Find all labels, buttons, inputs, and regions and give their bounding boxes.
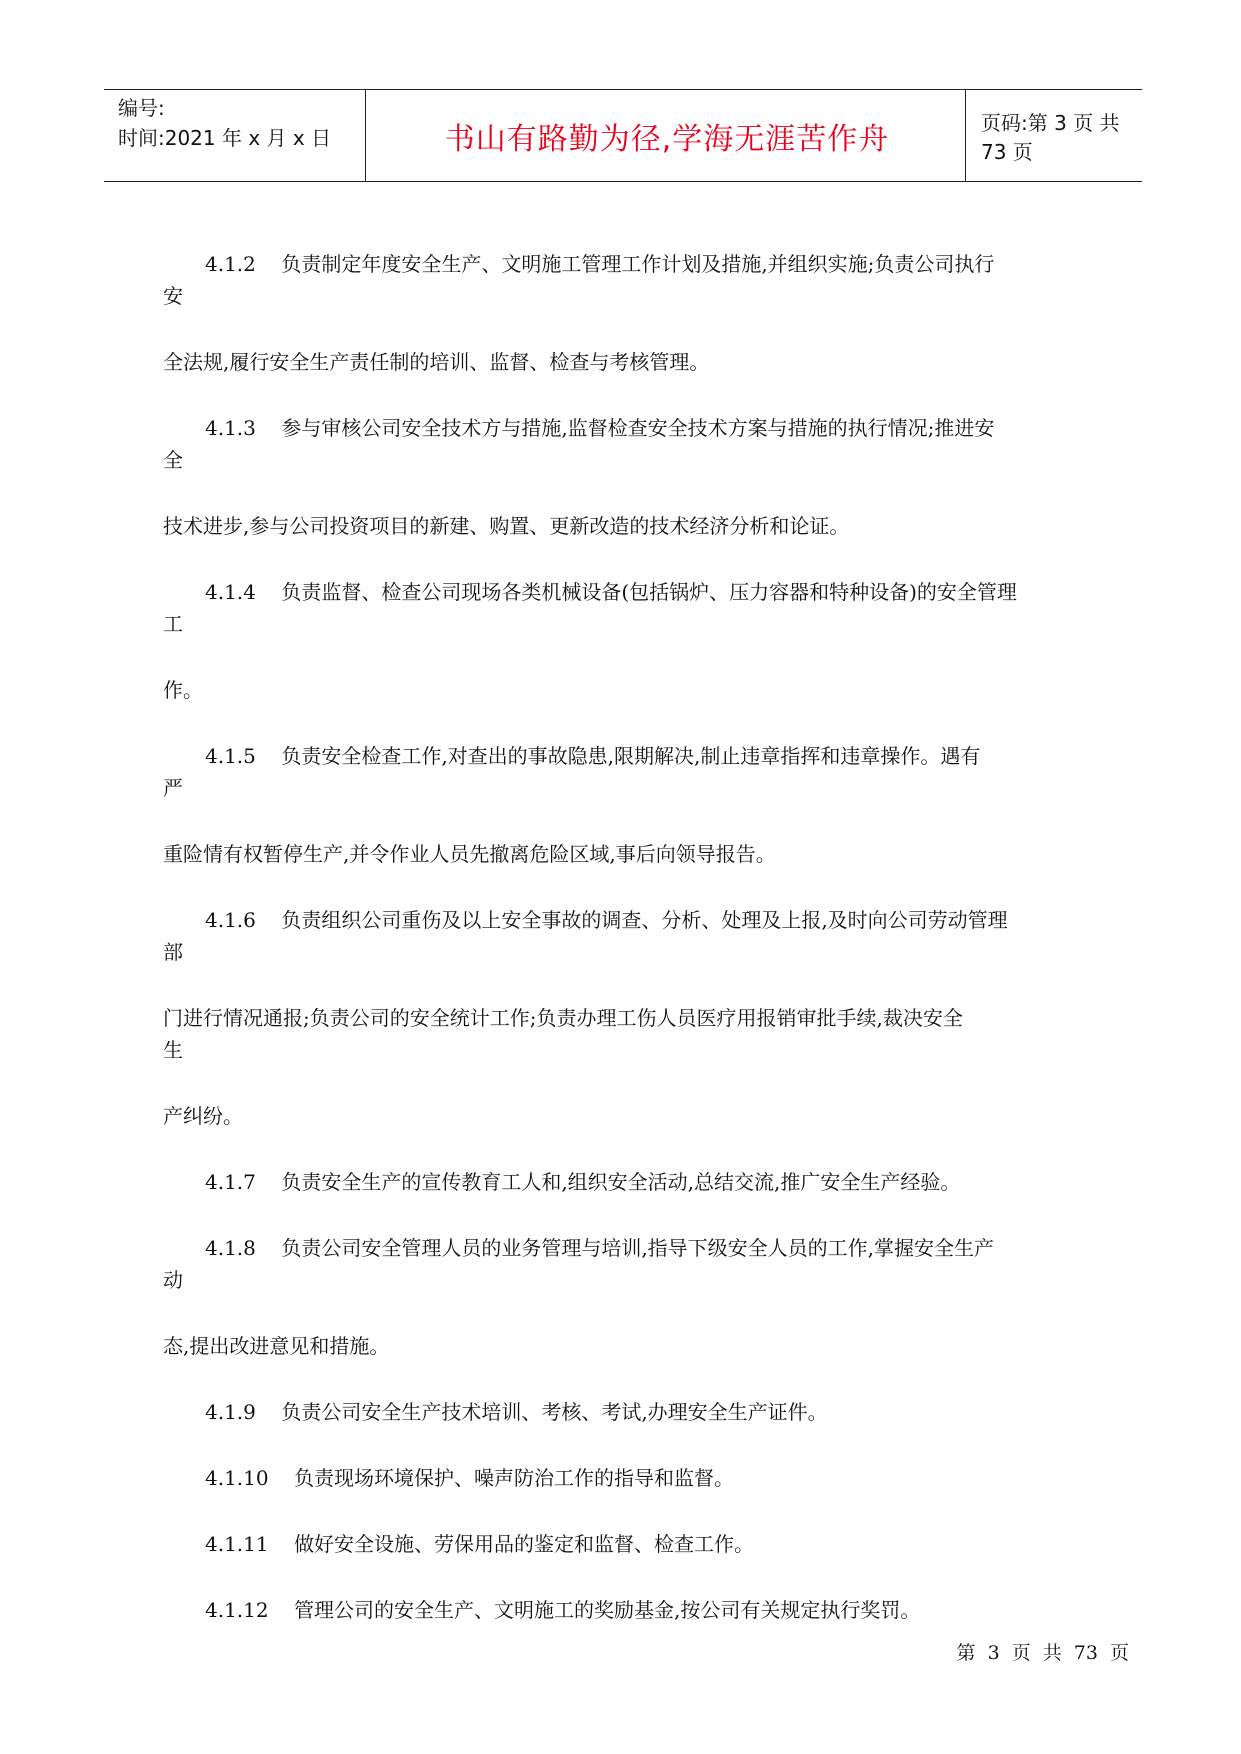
paragraph-continuation: 重险情有权暂停生产,并令作业人员先撤离危险区域,事后向领导报告。	[163, 842, 776, 866]
clause-number: 4.1.12	[205, 1598, 269, 1622]
header-divider-right	[965, 89, 966, 182]
paragraph-4-1-2	[205, 248, 994, 277]
paragraph-4-1-11	[205, 1528, 754, 1557]
paragraph-4-1-5	[205, 740, 980, 769]
page-footer-number: 第 3 页 共 73 页	[956, 1642, 1129, 1664]
paragraph-4-1-4	[205, 576, 1017, 605]
document-header	[104, 89, 1142, 182]
paragraph-continuation: 产纠纷。	[163, 1104, 243, 1128]
paragraph-4-1-9	[205, 1396, 828, 1425]
paragraph-wrap-char: 安	[163, 284, 183, 308]
clause-text: 负责公司安全管理人员的业务管理与培训,指导下级安全人员的工作,掌握安全生产	[281, 1236, 995, 1260]
clause-text: 负责现场环境保护、噪声防治工作的指导和监督。	[294, 1466, 735, 1490]
clause-number: 4.1.8	[205, 1236, 256, 1260]
paragraph-wrap-char: 生	[163, 1038, 183, 1062]
paragraph-4-1-8	[205, 1232, 994, 1261]
clause-text: 负责组织公司重伤及以上安全事故的调查、分析、处理及上报,及时向公司劳动管理	[281, 908, 1008, 932]
clause-number: 4.1.2	[205, 252, 256, 276]
clause-text: 负责安全生产的宣传教育工人和,组织安全活动,总结交流,推广安全生产经验。	[281, 1170, 961, 1194]
clause-number: 4.1.3	[205, 416, 256, 440]
clause-number: 4.1.6	[205, 908, 256, 932]
clause-text: 做好安全设施、劳保用品的鉴定和监督、检查工作。	[294, 1532, 755, 1556]
header-divider-left	[365, 89, 366, 182]
paragraph-continuation: 作。	[163, 678, 203, 702]
clause-text: 参与审核公司安全技术方与措施,监督检查安全技术方案与措施的执行情况;推进安	[281, 416, 995, 440]
clause-text: 管理公司的安全生产、文明施工的奖励基金,按公司有关规定执行奖罚。	[294, 1598, 921, 1622]
header-motto: 书山有路勤为径,学海无涯苦作舟	[444, 121, 890, 157]
clause-text: 负责监督、检查公司现场各类机械设备(包括锅炉、压力容器和特种设备)的安全管理	[281, 580, 1017, 604]
clause-number: 4.1.7	[205, 1170, 256, 1194]
paragraph-wrap-char: 动	[163, 1268, 183, 1292]
paragraph-wrap-char: 严	[163, 776, 183, 800]
paragraph-4-1-12	[205, 1594, 920, 1623]
paragraph-continuation: 门进行情况通报;负责公司的安全统计工作;负责办理工伤人员医疗用报销审批手续,裁决安全	[163, 1006, 963, 1030]
paragraph-4-1-7	[205, 1166, 960, 1195]
paragraph-4-1-6	[205, 904, 1008, 933]
header-left-block	[118, 93, 331, 153]
clause-text: 负责公司安全生产技术培训、考核、考试,办理安全生产证件。	[281, 1400, 828, 1424]
paragraph-continuation: 技术进步,参与公司投资项目的新建、购置、更新改造的技术经济分析和论证。	[163, 514, 850, 538]
clause-text: 负责制定年度安全生产、文明施工管理工作计划及措施,并组织实施;负责公司执行	[281, 252, 995, 276]
clause-number: 4.1.4	[205, 580, 256, 604]
clause-number: 4.1.5	[205, 744, 256, 768]
clause-number: 4.1.10	[205, 1466, 269, 1490]
clause-number: 4.1.9	[205, 1400, 256, 1424]
paragraph-continuation: 全法规,履行安全生产责任制的培训、监督、检查与考核管理。	[163, 350, 710, 374]
paragraph-wrap-char: 部	[163, 940, 183, 964]
paragraph-4-1-3	[205, 412, 994, 441]
paragraph-4-1-10	[205, 1462, 734, 1491]
clause-text: 负责安全检查工作,对查出的事故隐患,限期解决,制止违章指挥和违章操作。遇有	[281, 744, 981, 768]
clause-number: 4.1.11	[205, 1532, 269, 1556]
paragraph-wrap-char: 工	[163, 612, 183, 636]
paragraph-continuation: 态,提出改进意见和措施。	[163, 1334, 390, 1358]
header-number-label: 编号:	[118, 96, 165, 120]
paragraph-wrap-char: 全	[163, 448, 183, 472]
header-time-label: 时间:2021 年 x 月 x 日	[118, 126, 332, 150]
header-page-label: 页码:第 3 页 共 73 页	[981, 110, 1120, 164]
